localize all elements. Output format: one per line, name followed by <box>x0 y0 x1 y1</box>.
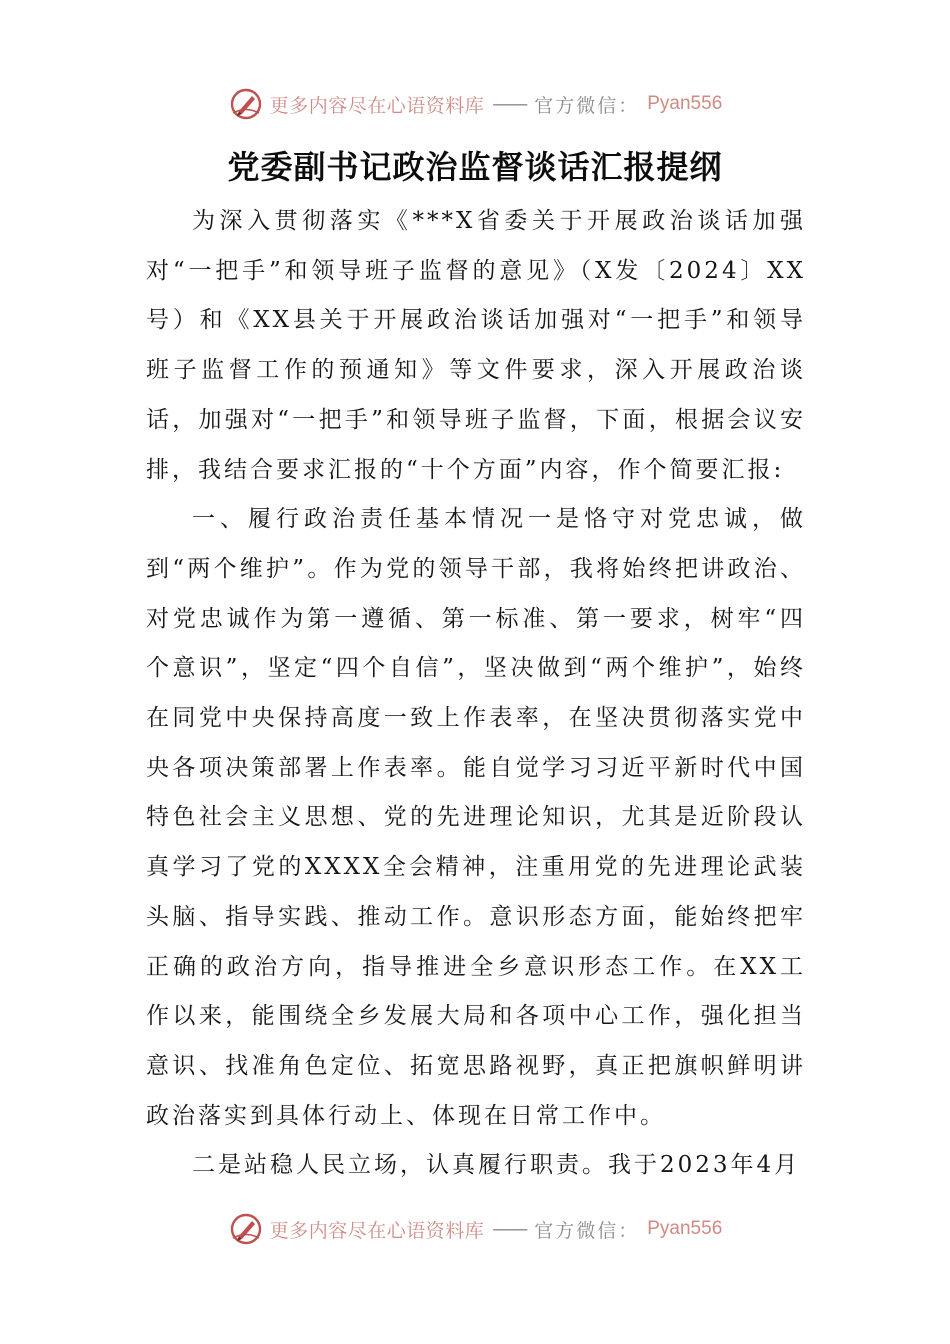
document-title: 党委副书记政治监督谈话汇报提纲 <box>227 148 723 186</box>
watermark-official-label: 官方微信： <box>534 1219 640 1242</box>
header-watermark <box>0 84 950 124</box>
pen-logo-icon <box>228 86 264 122</box>
pen-logo-icon <box>228 1211 264 1247</box>
document-body <box>146 197 806 1191</box>
watermark-wechat-id: Pyan556 <box>647 93 723 114</box>
watermark-dash: —— <box>492 1218 527 1240</box>
footer-watermark <box>0 1209 950 1249</box>
watermark-dash: —— <box>492 93 527 115</box>
paragraph-intro: 为深入贯彻落实《***X省委关于开展政治谈话加强对“一把手”和领导班子监督的意见》（X发〔2024〕XX号）和《XX县关于开展政治谈话加强对“一把手”和领导班子监督工作的预通知》等文件要求，深入开展政治谈话，加强对“一把手”和领导班子监督，下面，根据会议安排，我结合要求汇报的“十个方面”内容，作个简要汇报: <box>146 208 806 483</box>
watermark-main-text: 更多内容尽在心语资料库 <box>269 94 485 117</box>
paragraph-section-two: 二是站稳人民立场，认真履行职责。我于2023年4月 <box>192 1152 801 1179</box>
paragraph-section-one: 一、履行政治责任基本情况一是恪守对党忠诚，做到“两个维护”。作为党的领导干部，我将始终把讲政治、对党忠诚作为第一遵循、第一标准、第一要求，树牢“四个意识”，坚定“四个自信”，坚决做到“两个维护”，始终在同党中央保持高度一致上作表率，在坚决贯彻落实党中央各项决策部署上作表率。能自觉学习习近平新时代中国特色社会主义思想、党的先进理论知识，尤其是近阶段认真学习了党的XXXX全会精神，注重用党的先进理论武装头脑、指导实践、推动工作。意识形态方面，能始终把牢正确的政治方向，指导推进全乡意识形态工作。在XX工作以来，能围绕全乡发展大局和各项中心工作，强化担当意识、找准角色定位、拓宽思路视野，真正把旗帜鲜明讲政治落实到具体行动上、体现在日常工作中。 <box>146 506 806 1129</box>
watermark-official-label: 官方微信： <box>534 94 640 117</box>
watermark-main-text: 更多内容尽在心语资料库 <box>269 1219 485 1242</box>
watermark-wechat-id: Pyan556 <box>647 1218 723 1239</box>
